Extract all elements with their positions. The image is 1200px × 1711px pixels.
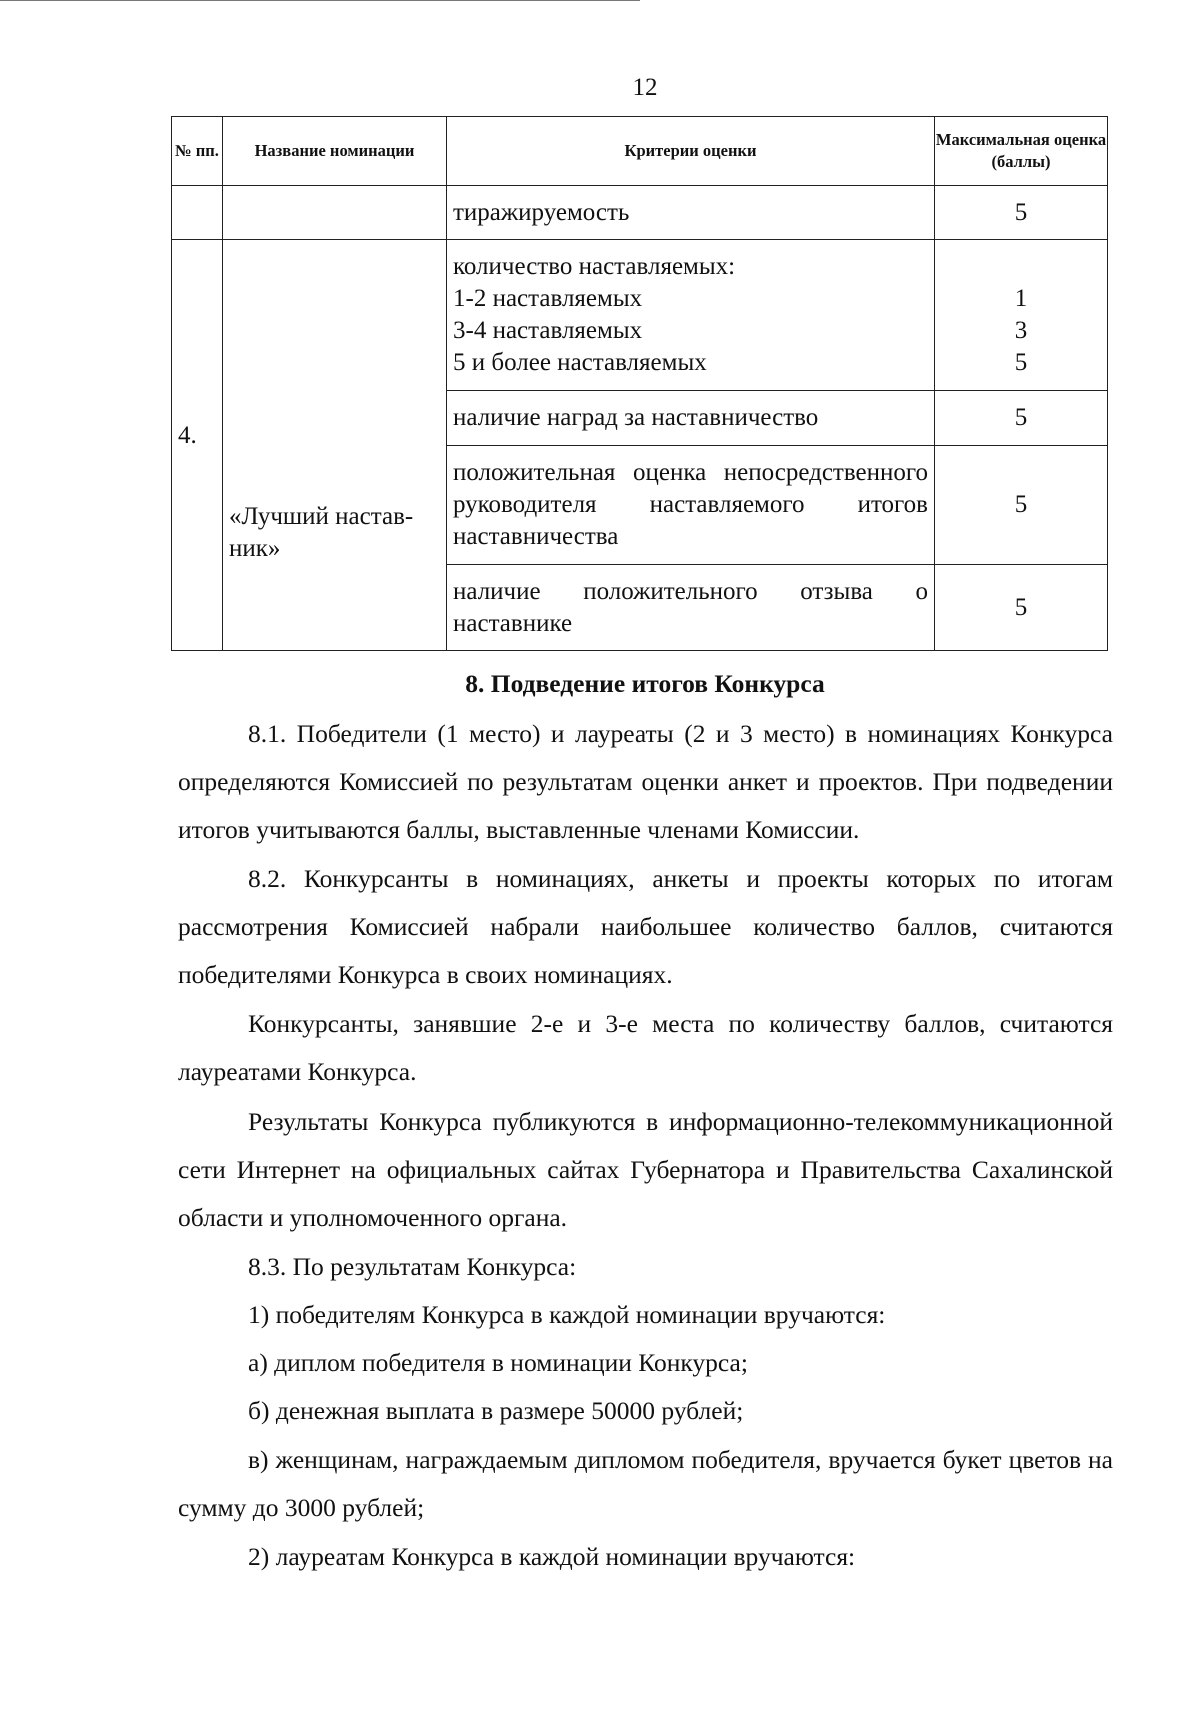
paragraph-8-3: 8.3. По результатам Конкурса: (248, 1252, 577, 1281)
nomination-name: «Лучший настав-ник» (229, 503, 414, 562)
table-header-row (172, 117, 1108, 186)
paragraph-8-2: 8.2. Конкурсанты в номинациях, анкеты и проекты которых по итогам рассмотрения Комиссией набрали наибольшее количество баллов, считаются победителями Конкурса в своих номинациях. (178, 864, 1113, 989)
score-cell: 5 (935, 446, 1108, 565)
paragraph-item-b: б) денежная выплата в размере 50000 рублей; (248, 1396, 744, 1425)
header-num: № пп. (172, 117, 223, 186)
top-rule (0, 0, 640, 1)
score-cell: 5 (935, 565, 1108, 651)
score-cell (935, 240, 1108, 391)
score-value: 5 (1014, 349, 1028, 376)
paragraph-laureates-awards: 2) лауреатам Конкурса в каждой номинации вручаются: (248, 1542, 856, 1571)
criteria-cell: наличие наград за наставничество (447, 391, 935, 446)
header-criteria: Критерии оценки (447, 117, 935, 186)
table-row (172, 186, 1108, 240)
paragraph-item-a: а) диплом победителя в номинации Конкурса; (248, 1348, 748, 1377)
paragraph-results-publication: Результаты Конкурса публикуются в информационно-телекоммуникационной сети Интернет на официальных сайтах Губернатора и Правительства Сахалинской области и уполномоченного органа. (178, 1107, 1113, 1232)
score-value: 3 (1014, 317, 1028, 344)
nomination-name-cell (223, 240, 447, 651)
criteria-cell: тиражируемость (447, 186, 935, 240)
cell-empty-name (223, 186, 447, 240)
evaluation-criteria-table (171, 116, 1108, 651)
table-row (172, 240, 1108, 391)
page-number: 12 (632, 74, 658, 101)
score-value: 1 (1014, 285, 1028, 312)
criteria-option: 1-2 наставляемых (453, 285, 643, 312)
header-nomination-name: Название номинации (223, 117, 447, 186)
score-cell: 5 (935, 391, 1108, 446)
score-spacer (935, 251, 1107, 283)
criteria-cell: наличие положительного отзыва о наставнике (447, 565, 935, 651)
nomination-number: 4. (178, 422, 197, 449)
criteria-option: 3-4 наставляемых (453, 317, 643, 344)
criteria-option: 5 и более наставляемых (453, 349, 707, 376)
score-cell: 5 (935, 186, 1108, 240)
nomination-number-cell (172, 240, 223, 651)
criteria-cell: положительная оценка непосредственного руководителя наставляемого итогов наставничества (447, 446, 935, 565)
criteria-heading: количество наставляемых: (453, 253, 736, 280)
section-title: 8. Подведение итогов Конкурса (465, 669, 825, 698)
paragraph-8-1: 8.1. Победители (1 место) и лауреаты (2 и 3 место) в номинациях Конкурса определяются Комиссией по результатам оценки анкет и проектов. При подведении итогов учитываются баллы, выставленные членами Комиссии. (178, 719, 1113, 844)
paragraph-winners: 1) победителям Конкурса в каждой номинации вручаются: (248, 1300, 886, 1329)
header-max-score: Максимальная оценка (баллы) (935, 117, 1108, 186)
paragraph-item-v: в) женщинам, награждаемым дипломом победителя, вручается букет цветов на сумму до 3000 рублей; (178, 1445, 1113, 1522)
criteria-cell (447, 240, 935, 391)
cell-empty-num (172, 186, 223, 240)
paragraph-laureates: Конкурсанты, занявшие 2-е и 3-е места по количеству баллов, считаются лауреатами Конкурса. (178, 1009, 1113, 1086)
